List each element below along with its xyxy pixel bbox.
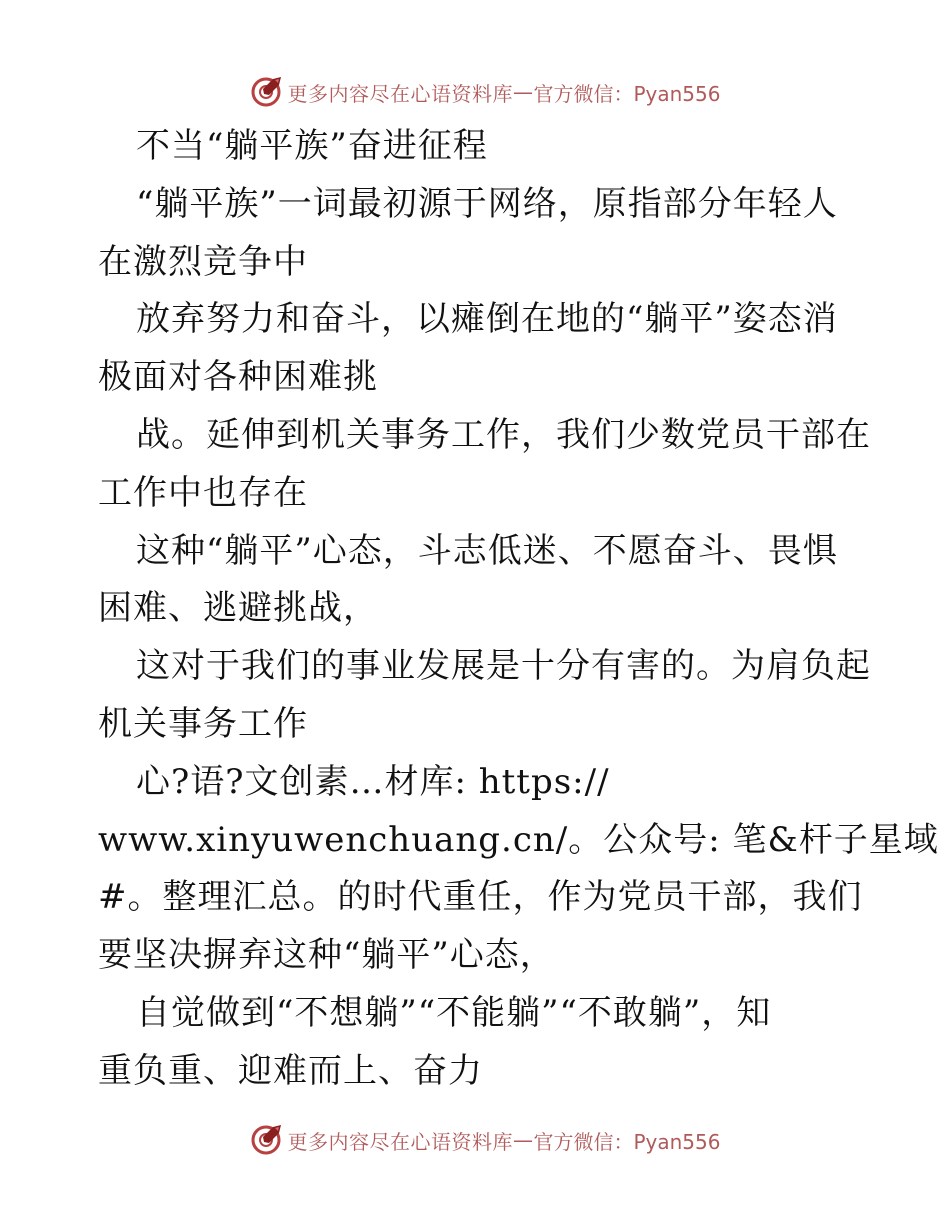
banner-contact: 官方微信：Pyan556 [533,1129,721,1154]
paragraph-line: 要坚决摒弃这种“躺平”心态， [98,935,555,976]
paragraph-line: 困难、逃避挑战， [98,588,378,629]
paragraph-line: 这种“躺平”心态，斗志低迷、不愿奋斗、畏惧 [136,530,838,571]
logo-icon [249,75,283,109]
paragraph-line: 心?语?文创素…材库: https:// [136,761,610,802]
banner-inner [249,1123,720,1157]
paragraph-line: “躺平族”一词最初源于网络，原指部分年轻人 [136,183,838,224]
footer-banner [0,1120,950,1160]
banner-text: 更多内容尽在心语资料库 [287,81,513,106]
paragraph-line: #。整理汇总。的时代重任，作为党员干部，我们 [98,877,863,918]
banner-inner [249,75,720,109]
paragraph-line: 自觉做到“不想躺”“不能躺”“不敢躺”，知 [136,992,772,1033]
document-body [98,118,939,1101]
paragraph-line: 工作中也存在 [98,472,308,513]
banner-text: 更多内容尽在心语资料库 [287,1129,513,1154]
banner-separator: — [512,80,534,104]
banner-contact: 官方微信：Pyan556 [533,81,721,106]
paragraph-line: 极面对各种困难挑 [98,357,378,398]
logo-icon [249,1123,283,1157]
paragraph-line: 放弃努力和奋斗，以瘫倒在地的“躺平”姿态消 [136,299,838,340]
header-banner [0,72,950,112]
banner-separator: — [512,1128,534,1152]
paragraph-line: 这对于我们的事业发展是十分有害的。为肩负起 [136,646,871,687]
paragraph-line: 战。延伸到机关事务工作，我们少数党员干部在 [136,414,871,455]
document-title: 不当“躺平族”奋进征程 [136,126,488,166]
paragraph-line: 机关事务工作 [98,703,308,744]
paragraph-line: www.xinyuwenchuang.cn/。公众号: 笔&杆子星域 [98,819,939,860]
paragraph-line: 重负重、迎难而上、奋力 [98,1050,483,1091]
paragraph-line: 在激烈竞争中 [98,241,308,282]
